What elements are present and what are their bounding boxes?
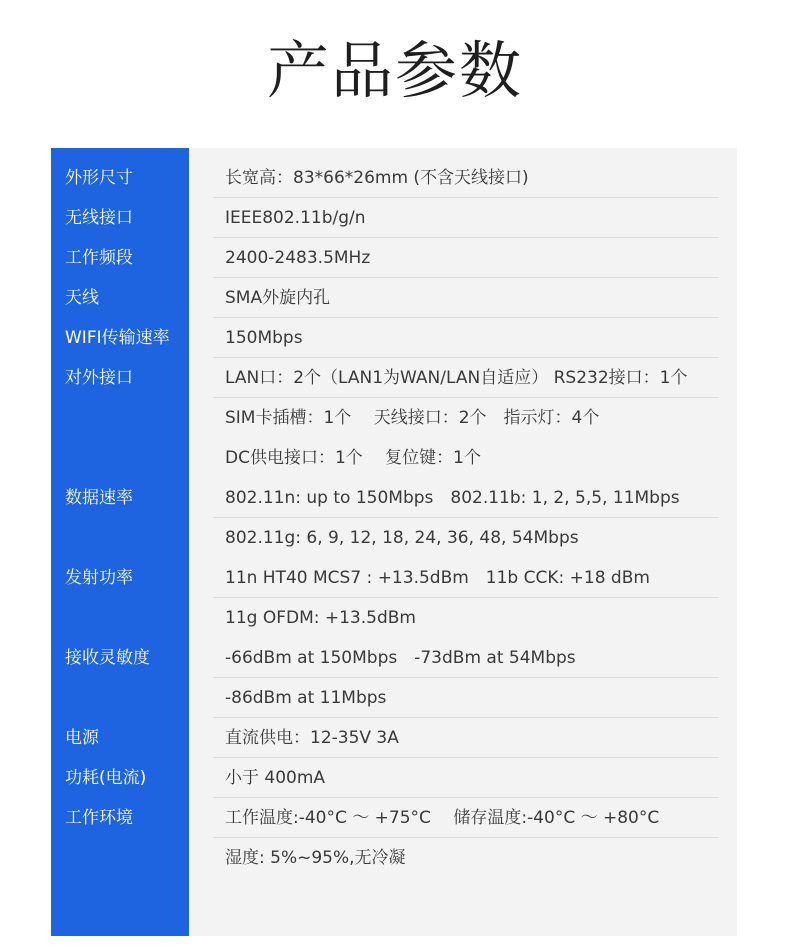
spec-row	[51, 638, 737, 678]
spec-row	[51, 358, 737, 398]
spec-label	[65, 598, 189, 638]
spec-row	[51, 798, 737, 838]
spec-label: 电源	[65, 728, 99, 748]
spec-table	[51, 148, 737, 936]
spec-row	[51, 438, 737, 478]
spec-row	[51, 238, 737, 278]
spec-label	[65, 838, 189, 878]
spec-value: -86dBm at 11Mbps	[225, 688, 387, 708]
spec-label: 接收灵敏度	[65, 648, 150, 668]
spec-row	[51, 838, 737, 878]
spec-label	[65, 438, 189, 478]
spec-row	[51, 158, 737, 198]
spec-value: LAN口：2个（LAN1为WAN/LAN自适应） RS232接口：1个	[225, 368, 688, 388]
spec-value: 工作温度:-40°C ～ +75°C 储存温度:-40°C ～ +80°C	[225, 808, 660, 828]
spec-value: 2400-2483.5MHz	[225, 248, 371, 268]
spec-value: DC供电接口：1个 复位键：1个	[225, 448, 481, 468]
spec-row	[51, 478, 737, 518]
spec-value: 湿度: 5%~95%,无冷凝	[225, 848, 406, 868]
spec-label	[65, 678, 189, 718]
spec-label: WIFI传输速率	[65, 328, 170, 348]
spec-row	[51, 398, 737, 438]
spec-value: IEEE802.11b/g/n	[225, 208, 366, 228]
page-title: 产品参数	[266, 34, 523, 107]
spec-value: SIM卡插槽：1个 天线接口：2个 指示灯：4个	[225, 408, 600, 428]
spec-value: 11n HT40 MCS7 : +13.5dBm 11b CCK: +18 dBm	[225, 568, 650, 588]
spec-value: SMA外旋内孔	[225, 288, 331, 308]
spec-value: 802.11g: 6, 9, 12, 18, 24, 36, 48, 54Mbps	[225, 528, 579, 548]
spec-label: 天线	[65, 288, 99, 308]
spec-label: 工作环境	[65, 808, 133, 828]
spec-label: 功耗(电流)	[65, 768, 147, 788]
spec-value: 直流供电：12-35V 3A	[225, 728, 399, 748]
spec-label: 无线接口	[65, 208, 133, 228]
spec-label: 发射功率	[65, 568, 133, 588]
spec-label: 数据速率	[65, 488, 133, 508]
spec-row	[51, 598, 737, 638]
spec-row	[51, 678, 737, 718]
spec-row	[51, 718, 737, 758]
spec-label: 工作频段	[65, 248, 133, 268]
spec-value: 11g OFDM: +13.5dBm	[225, 608, 416, 628]
spec-label: 外形尺寸	[65, 168, 133, 188]
spec-row	[51, 758, 737, 798]
spec-row	[51, 558, 737, 598]
spec-row	[51, 518, 737, 558]
spec-value: -66dBm at 150Mbps -73dBm at 54Mbps	[225, 648, 576, 668]
spec-value: 150Mbps	[225, 328, 303, 348]
spec-row	[51, 278, 737, 318]
spec-label	[65, 398, 189, 438]
spec-value: 长宽高：83*66*26mm (不含天线接口)	[225, 168, 529, 188]
spec-value: 小于 400mA	[225, 768, 326, 788]
spec-row	[51, 318, 737, 358]
spec-row	[51, 198, 737, 238]
spec-label: 对外接口	[65, 368, 133, 388]
spec-value: 802.11n: up to 150Mbps 802.11b: 1, 2, 5,5, 11Mbps	[225, 488, 680, 508]
spec-label	[65, 518, 189, 558]
